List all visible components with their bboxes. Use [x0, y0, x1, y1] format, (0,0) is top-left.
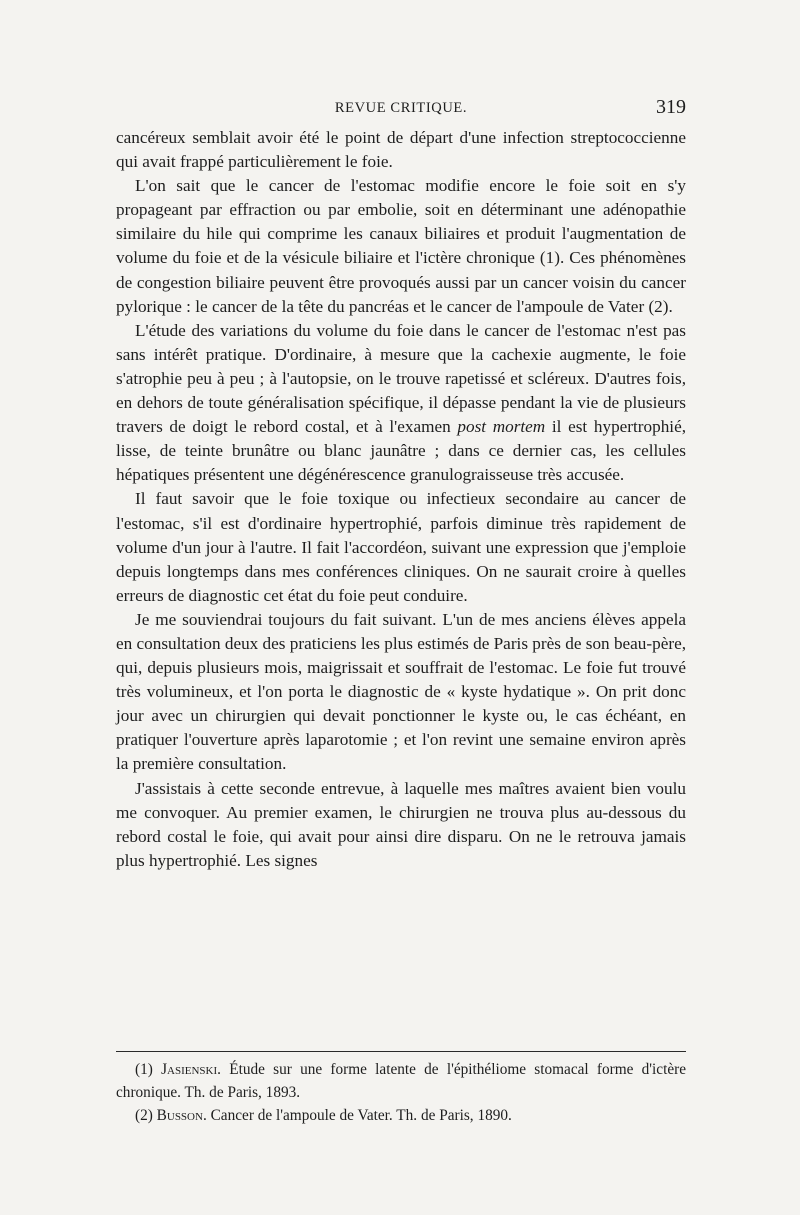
paragraph-liver-volume	[116, 319, 686, 488]
footnote-marker: (2)	[135, 1107, 153, 1124]
running-head	[116, 98, 686, 122]
footnote-author: Busson.	[156, 1107, 207, 1124]
footnote-2	[116, 1104, 686, 1127]
paragraph-anecdote: Je me souviendrai toujours du fait suivant. L'un de mes anciens élèves appela en consultation deux des praticiens les plus estimés de Paris près de son beau-père, qui, depuis plusieurs mois, maigrissait et souffrait de l'estomac. Le foie fut trouvé très volumineux, et l'on porta le diagnostic de « kyste hydatique ». On prit donc jour avec un chirurgien qui devait ponctionner le kyste ou, le cas échéant, en pratiquer l'ouverture après laparotomie ; et l'on revint une semaine environ après la première consultation.	[116, 609, 686, 774]
paragraph-liver-modification: L'on sait que le cancer de l'estomac modifie encore le foie soit en s'y propageant par effraction ou par embolie, soit en déterminant une adénopathie similaire du hile qui comprime les canaux biliaires et produit l'augmentation de volume du foie et de la vésicule biliaire et l'ictère chronique (1). Ces phénomènes de congestion biliaire peuvent être provoqués aussi par un cancer voisin du cancer pylorique : le cancer de la tête du pancréas et le cancer de l'ampoule de Vater (2).	[116, 176, 686, 316]
footnote-1	[116, 1058, 686, 1104]
footnote-text: Étude sur une forme latente de l'épithéliome stomacal forme d'ictère chronique. Th. de Paris, 1893.	[116, 1061, 687, 1101]
running-title: REVUE CRITIQUE.	[334, 100, 468, 116]
italic-term: post mortem	[457, 417, 546, 437]
footnote-text: Cancer de l'ampoule de Vater. Th. de Paris, 1890.	[210, 1107, 512, 1124]
page-number: 319	[656, 96, 686, 118]
paragraph-second-visit: J'assistais à cette seconde entrevue, à laquelle mes maîtres avaient bien voulu me convoquer. Au premier examen, le chirurgien ne trouva plus au-dessous du rebord costal le foie, qui avait pour ainsi dire disparu. On ne le retrouva jamais plus hypertrophié. Les signes	[116, 778, 686, 870]
paragraph-text-part: L'étude des variations du volume du foie dans le cancer de l'estomac n'est pas sans intérêt pratique. D'ordinaire, à mesure que la cachexie augmente, le foie s'atrophie peu à peu ; à l'autopsie, on le trouve rapetissé et scléreux. D'autres fois, en dehors de toute généralisation spécifique, il dépasse pendant la vie de plusieurs travers de doigt le rebord costal, et à l'examen	[116, 320, 686, 437]
footnote-author: Jasienski.	[161, 1061, 221, 1078]
paragraph-text-part: il est hypertrophié, lisse, de teinte brunâtre ou blanc jaunâtre ; dans ce dernier cas, les cellules hépatiques présentent une dégénérescence granulograisseuse très accusée.	[116, 417, 686, 485]
footnote-marker: (1)	[135, 1061, 153, 1078]
paragraph-toxic-liver: Il faut savoir que le foie toxique ou infectieux secondaire au cancer de l'estomac, s'il est d'ordinaire hypertrophié, parfois diminue très rapidement de volume d'un jour à l'autre. Il fait l'accordéon, suivant une expression que j'emploie depuis longtemps dans mes conférences cliniques. On ne saurait croire à quelles erreurs de diagnostic cet état du foie peut conduire.	[116, 489, 686, 605]
paragraph-continued: cancéreux semblait avoir été le point de départ d'une infection streptococcienne qui avait frappé particulièrement le foie.	[116, 128, 686, 172]
footnote-rule	[116, 1051, 686, 1052]
body-text	[116, 126, 686, 873]
footnotes	[116, 1058, 686, 1127]
